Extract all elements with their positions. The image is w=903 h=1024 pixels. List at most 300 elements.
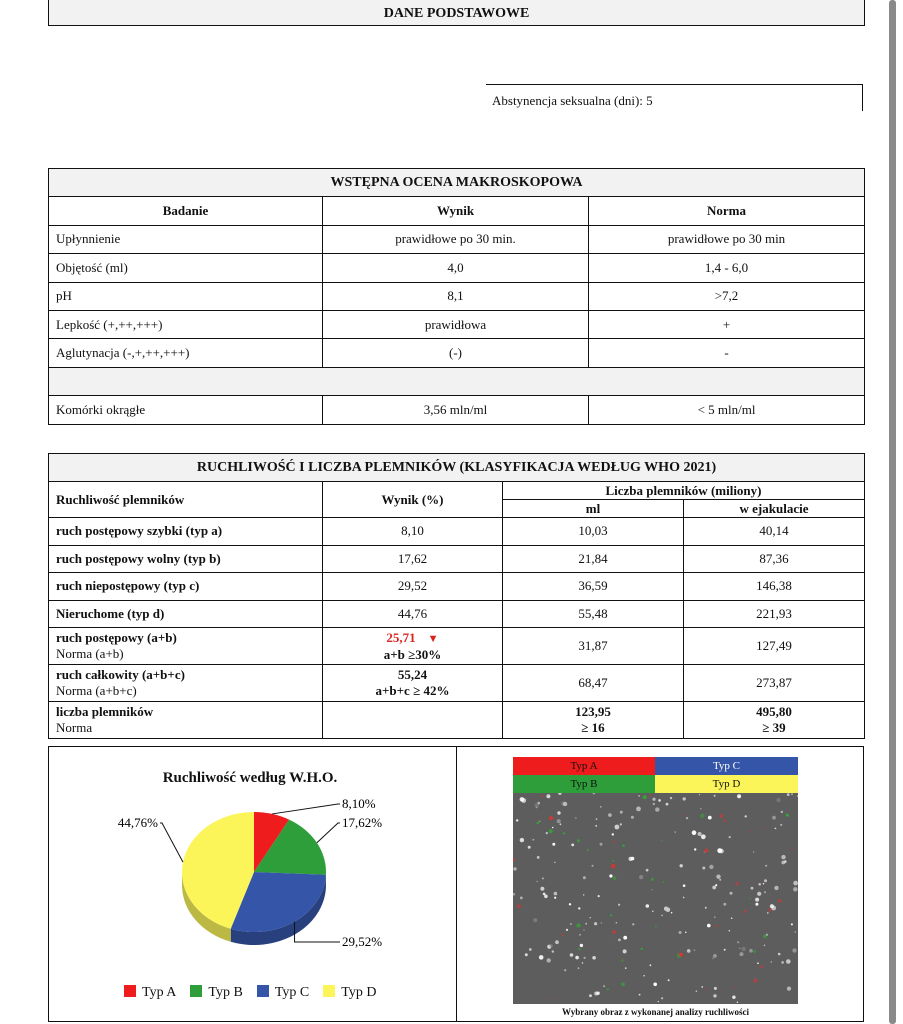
cell-ml: 10,03 (503, 518, 684, 546)
pie-data-label: 44,76% (117, 815, 158, 830)
cell-speck (708, 816, 712, 820)
cell-speck (781, 855, 785, 859)
cell-speck (655, 807, 659, 811)
total-value: 55,24 (397, 667, 428, 682)
cell-speck (658, 799, 661, 802)
cell-speck (700, 814, 705, 819)
scrollbar[interactable] (889, 0, 896, 1024)
cell-speck (683, 815, 684, 816)
cell-speck (698, 832, 702, 836)
cell-speck (666, 908, 671, 913)
chart-legend (124, 985, 376, 1001)
cell-speck (740, 952, 744, 956)
cell-test: Komórki okrągłe (49, 396, 323, 424)
band-typ-b: Typ B (513, 775, 655, 793)
table-row (49, 702, 865, 739)
cell-speck (699, 794, 700, 795)
cell-speck (521, 798, 526, 803)
progressive-value: 25,71 (386, 629, 416, 645)
cell-speck (583, 894, 584, 895)
cell-speck (594, 922, 597, 925)
cell-speck (552, 843, 555, 846)
cell-speck (600, 806, 601, 807)
cell-speck (668, 979, 670, 981)
cell-speck (589, 994, 592, 997)
cell-speck (741, 947, 746, 952)
cell-speck (764, 891, 766, 893)
cell-ml: 31,87 (503, 628, 684, 665)
panel-divider (456, 746, 457, 1022)
cell-speck (730, 892, 733, 895)
cell-motility: Nieruchome (typ d) (49, 600, 323, 628)
cell-speck (587, 849, 589, 851)
cell-speck (533, 918, 537, 922)
cell-result: prawidłowe po 30 min. (323, 225, 589, 253)
cell-speck (680, 864, 683, 867)
cell-speck (792, 948, 796, 952)
cell-speck (520, 897, 523, 900)
cell-speck (687, 949, 691, 953)
cell-speck (594, 992, 598, 996)
cell-speck (749, 949, 753, 953)
cell-speck (631, 816, 634, 819)
cell-speck (713, 954, 717, 958)
cell-speck (513, 867, 516, 870)
legend-item (190, 985, 242, 1001)
cell-speck (618, 904, 620, 906)
cell-pct: 17,62 (323, 545, 503, 573)
cell-speck (765, 865, 767, 867)
cell-speck (723, 903, 726, 906)
cell-speck (651, 889, 652, 890)
cell-speck (646, 904, 650, 908)
cell-speck (550, 944, 553, 947)
cell-result: prawidłowa (323, 310, 589, 338)
cell-speck (714, 917, 715, 918)
cell-test: Aglutynacja (-,+,++,+++) (49, 339, 323, 367)
cell-speck (781, 961, 784, 964)
cell-ml: 21,84 (503, 545, 684, 573)
band-typ-d: Typ D (655, 775, 798, 793)
cell-speck (793, 881, 798, 886)
cell-speck (613, 841, 615, 843)
total-norm-label: Norma (a+b+c) (56, 683, 137, 698)
microscope-photo (513, 793, 798, 1004)
cell-result: 4,0 (323, 254, 589, 282)
cell-speck (608, 813, 612, 817)
cell-speck (590, 917, 591, 918)
cell-speck (717, 848, 722, 853)
cell-speck (525, 953, 528, 956)
cell-speck (615, 825, 620, 830)
cell-speck (652, 798, 655, 801)
leader-line (160, 823, 183, 862)
cell-speck (535, 803, 539, 807)
cell-norm: + (589, 310, 865, 338)
cell-speck (732, 996, 735, 999)
cell-speck (745, 815, 747, 817)
cell-speck (576, 923, 580, 927)
table-row (49, 396, 865, 424)
cell-speck (570, 953, 574, 957)
cell-speck (575, 956, 579, 960)
cell-speck (744, 910, 746, 912)
cell-speck (609, 874, 612, 877)
cell-speck (555, 940, 559, 944)
cell-speck (714, 795, 716, 797)
cell-speck (719, 879, 721, 881)
cell-speck (646, 869, 649, 872)
cell-speck (780, 824, 782, 826)
cell-speck (661, 997, 663, 999)
spacer-row (49, 367, 865, 395)
count-ml: 123,95 (575, 704, 611, 719)
count-ejac: 495,80 (756, 704, 792, 719)
cell-speck (532, 839, 534, 841)
table-row (49, 254, 865, 282)
cell-speck (539, 955, 544, 960)
cell-speck (623, 949, 627, 953)
cell-speck (696, 990, 698, 992)
cell-test: Lepkość (+,++,+++) (49, 310, 323, 338)
legend-label: Typ A (142, 985, 177, 1000)
cell-speck (537, 856, 540, 859)
cell-speck (786, 959, 791, 964)
table-row (49, 600, 865, 628)
cell-speck (713, 994, 716, 997)
cell-speck (716, 875, 720, 879)
legend-label: Typ D (341, 985, 377, 1000)
cell-speck (762, 828, 763, 829)
count-ejac-norm: ≥ 39 (762, 720, 786, 735)
cell-speck (622, 845, 624, 847)
band-typ-a: Typ A (513, 757, 655, 775)
cell-speck (737, 794, 741, 798)
cell-speck (540, 887, 544, 891)
cell-speck (750, 830, 752, 832)
cell-motility: ruch postępowy szybki (typ a) (49, 518, 323, 546)
cell-speck (517, 904, 521, 908)
count-ml-norm: ≥ 16 (581, 720, 605, 735)
cell-speck (621, 982, 625, 986)
cell-speck (735, 882, 739, 886)
cell-speck (702, 867, 705, 870)
cell-speck (701, 834, 706, 839)
cell-speck (616, 922, 618, 924)
macroscopic-table (48, 168, 865, 425)
cell-speck (578, 948, 580, 950)
cell-speck (787, 793, 790, 796)
col-header-norm: Norma (589, 197, 865, 225)
cell-speck (610, 914, 612, 916)
pie-data-label: 8,10% (342, 796, 376, 811)
cell-speck (764, 945, 765, 946)
cell-speck (650, 964, 652, 966)
cell-speck (618, 939, 621, 942)
cell-speck (683, 797, 686, 800)
cell-speck (601, 922, 602, 923)
legend-swatch-c (257, 985, 269, 997)
cell-speck (520, 838, 524, 842)
col-header-result-pct: Wynik (%) (323, 482, 503, 518)
table-row (49, 225, 865, 253)
cell-speck (775, 828, 777, 830)
cell-speck (554, 998, 555, 999)
cell-speck (639, 875, 643, 879)
leader-line (317, 823, 340, 843)
cell-speck (712, 957, 714, 959)
cell-speck (701, 986, 703, 988)
cell-speck (761, 882, 762, 883)
cell-speck (537, 822, 540, 825)
legend-swatch-b (190, 985, 202, 997)
legend-item (124, 985, 176, 1001)
table-row (49, 545, 865, 573)
cell-speck (704, 849, 708, 853)
cell-speck (683, 884, 686, 887)
cell-speck (715, 884, 717, 886)
cell-speck (755, 898, 759, 902)
abstinence-field: Abstynencja seksualna (dni): 5 (486, 84, 863, 111)
cell-speck (542, 877, 544, 879)
cell-speck (737, 941, 739, 943)
cell-speck (705, 907, 707, 909)
cell-speck (613, 876, 617, 880)
cell-speck (712, 886, 716, 890)
cell-speck (578, 907, 580, 909)
cell-speck (653, 983, 657, 987)
cell-speck (753, 979, 757, 983)
cell-speck (650, 794, 652, 796)
table-row (49, 339, 865, 367)
cell-ejac: 146,38 (684, 573, 865, 601)
cell-speck (613, 930, 616, 933)
cell-speck (596, 818, 598, 820)
cell-speck (585, 923, 587, 925)
cell-speck (670, 797, 672, 799)
cell-speck (786, 814, 789, 817)
cell-speck (707, 924, 711, 928)
cell-speck (781, 811, 783, 813)
cell-speck (613, 860, 615, 862)
chart-title: Ruchliwość według W.H.O. (162, 770, 338, 786)
cell-speck (620, 823, 622, 825)
total-label: ruch całkowity (a+b+c) (56, 667, 185, 682)
cell-speck (643, 795, 647, 799)
cell-speck (768, 908, 771, 911)
cell-speck (547, 958, 551, 962)
cell-speck (603, 985, 605, 987)
microscope-image (513, 757, 798, 1004)
progressive-norm-label: Norma (a+b) (56, 646, 124, 661)
cell-speck (739, 948, 740, 949)
cell-speck (791, 923, 793, 925)
cell-speck (639, 994, 641, 996)
cell-speck (793, 887, 797, 891)
pie-chart (48, 790, 456, 980)
cell-speck (554, 892, 558, 896)
cell-speck (767, 912, 769, 914)
cell-speck (793, 848, 794, 849)
cell-speck (575, 817, 577, 819)
cell-speck (570, 923, 572, 925)
cell-speck (700, 808, 701, 809)
cell-speck (563, 832, 565, 834)
leader-line (272, 804, 340, 814)
cell-speck (734, 986, 736, 988)
cell-speck (584, 957, 586, 959)
cell-speck (631, 857, 635, 861)
cell-speck (731, 917, 733, 919)
cell-ejac: 40,14 (684, 518, 865, 546)
cell-speck (566, 929, 568, 931)
cell-speck (794, 931, 796, 933)
cell-speck (755, 903, 758, 906)
cell-norm: 1,4 - 6,0 (589, 254, 865, 282)
cell-test: Objętość (ml) (49, 254, 323, 282)
cell-speck (724, 820, 726, 822)
cell-speck (595, 825, 597, 827)
cell-speck (774, 886, 778, 890)
cell-speck (529, 948, 532, 951)
cell-speck (719, 814, 723, 818)
legend-item (257, 985, 309, 1001)
legend-swatch-a (124, 985, 136, 997)
cell-speck (554, 862, 556, 864)
cell-speck (557, 811, 560, 814)
cell-result: 3,56 mln/ml (323, 396, 589, 424)
cell-speck (641, 948, 643, 950)
cell-motility: ruch postępowy wolny (typ b) (49, 545, 323, 573)
cell-speck (694, 848, 696, 850)
table-row (49, 628, 865, 665)
table-row (49, 282, 865, 310)
cell-speck (758, 883, 761, 886)
cell-speck (516, 819, 518, 821)
cell-speck (620, 811, 623, 814)
motility-title: RUCHLIWOŚĆ I LICZBA PLEMNIKÓW (KLASYFIKACJA WEDŁUG WHO 2021) (49, 454, 865, 482)
cell-ejac: 87,36 (684, 545, 865, 573)
cell-speck (578, 967, 580, 969)
col-header-count: Liczba plemników (miliony) (503, 482, 865, 500)
cell-speck (621, 959, 623, 961)
cell-speck (592, 956, 596, 960)
cell-speck (598, 895, 600, 897)
table-row (49, 518, 865, 546)
cell-speck (583, 876, 586, 879)
cell-speck (709, 865, 713, 869)
cell-speck (694, 949, 696, 951)
cell-speck (729, 930, 731, 932)
cell-speck (580, 944, 583, 947)
cell-ejac: 273,87 (684, 665, 865, 702)
cell-speck (715, 925, 717, 927)
cell-pct: 8,10 (323, 518, 503, 546)
cell-speck (671, 912, 673, 914)
down-triangle-icon: ▼ (427, 632, 439, 645)
cell-speck (749, 898, 751, 900)
cell-speck (632, 923, 634, 925)
cell-test: pH (49, 282, 323, 310)
cell-speck (552, 950, 554, 952)
cell-speck (753, 950, 756, 953)
cell-speck (563, 802, 567, 806)
col-header-motility: Ruchliwość plemników (49, 482, 323, 518)
count-norm-label: Norma (56, 720, 93, 735)
cell-speck (753, 851, 754, 852)
cell-speck (552, 827, 554, 829)
cell-speck (772, 816, 776, 820)
cell-speck (705, 988, 707, 990)
cell-speck (571, 844, 574, 847)
cell-speck (539, 821, 540, 822)
cell-speck (714, 987, 717, 990)
cell-speck (724, 949, 726, 951)
cell-speck (582, 962, 584, 964)
col-header-test: Badanie (49, 197, 323, 225)
cell-speck (776, 798, 780, 802)
cell-speck (592, 865, 594, 867)
cell-speck (549, 816, 553, 820)
cell-speck (787, 987, 791, 991)
cell-speck (781, 861, 785, 865)
cell-test: Upłynnienie (49, 225, 323, 253)
cell-speck (679, 953, 683, 957)
cell-speck (770, 904, 774, 908)
cell-speck (675, 831, 676, 832)
cell-speck (751, 887, 754, 890)
cell-speck (583, 929, 585, 931)
cell-speck (652, 911, 654, 913)
progressive-label: ruch postępowy (a+b) (56, 630, 177, 645)
cell-speck (778, 953, 781, 956)
pie-data-label: 29,52% (342, 934, 383, 949)
progressive-norm: a+b ≥30% (383, 646, 442, 662)
col-header-ejaculate: w ejakulacie (684, 500, 865, 518)
cell-speck (638, 795, 639, 796)
cell-speck (579, 934, 581, 936)
cell-pct: 29,52 (323, 573, 503, 601)
cell-ejac: 221,93 (684, 600, 865, 628)
cell-pct: 44,76 (323, 600, 503, 628)
cell-speck (564, 969, 566, 971)
legend-label: Typ B (208, 985, 243, 1000)
cell-speck (679, 931, 682, 934)
total-norm: a+b+c ≥ 42% (375, 683, 450, 698)
col-header-result: Wynik (323, 197, 589, 225)
table-row (49, 573, 865, 601)
cell-speck (778, 899, 781, 902)
cell-speck (623, 936, 627, 940)
cell-speck (692, 830, 697, 835)
cell-motility: ruch niepostępowy (typ c) (49, 573, 323, 601)
cell-speck (666, 803, 669, 806)
legend-swatch-d (323, 985, 335, 997)
cell-speck (542, 796, 544, 798)
cell-speck (763, 883, 764, 884)
cell-speck (760, 966, 763, 969)
table-row (49, 310, 865, 338)
count-label: liczba plemników (56, 704, 154, 719)
cell-speck (658, 1001, 659, 1002)
cell-speck (625, 967, 627, 969)
cell-speck (537, 881, 538, 882)
cell-speck (611, 864, 616, 869)
cell-speck (771, 961, 772, 962)
cell-speck (562, 934, 564, 936)
cell-speck (729, 836, 731, 838)
legend-label: Typ C (274, 985, 310, 1000)
